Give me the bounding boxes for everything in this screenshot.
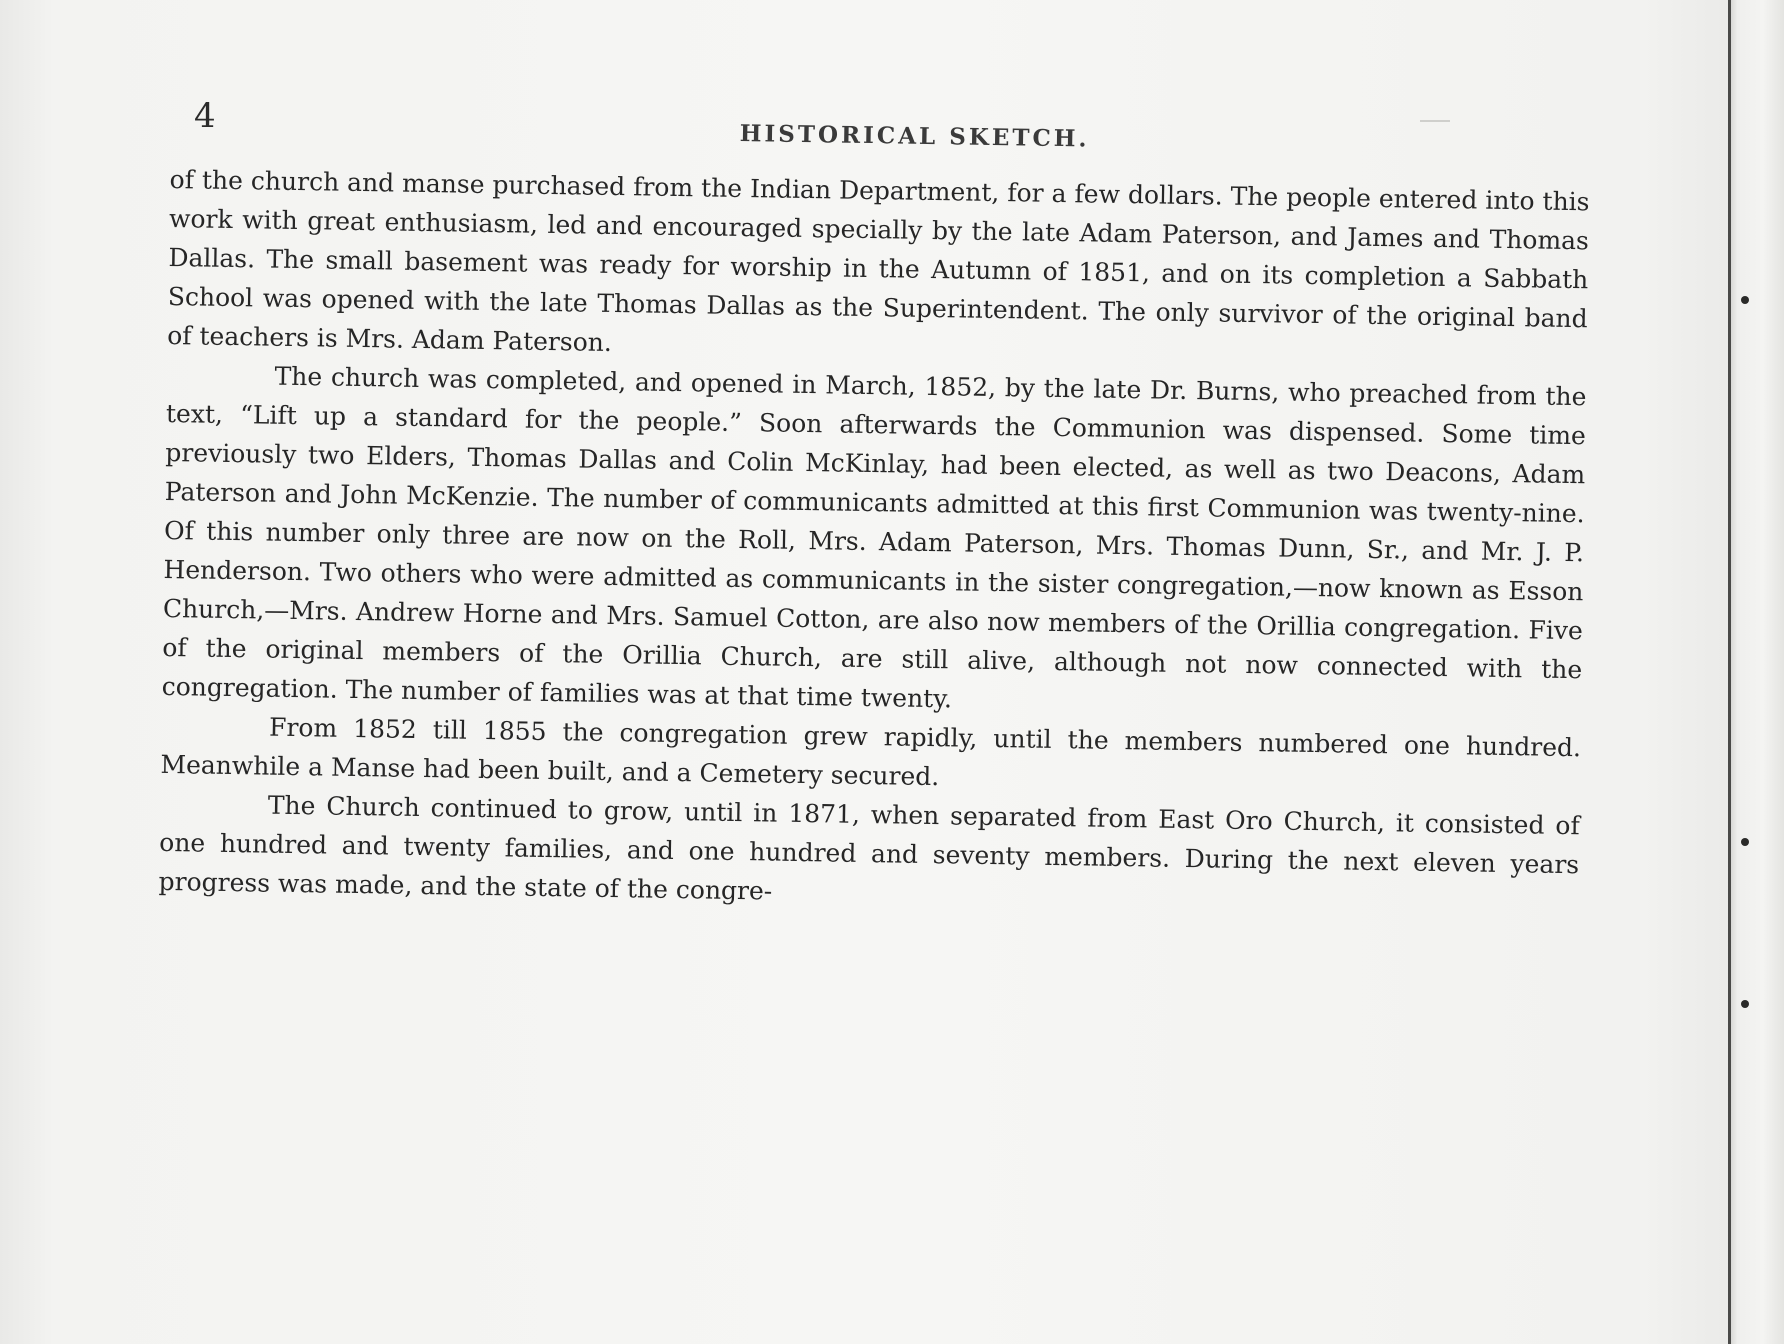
page-edge-mark <box>1741 1000 1749 1008</box>
page-number: 4 <box>194 96 216 136</box>
scan-mark <box>1420 120 1450 122</box>
paragraph-2: The church was completed, and opened in March, 1852, by the late Dr. Burns, who preached from the text, “Lift up a standard for the people.” Soon afterwards the Communion was dispensed. Some time previously two Elders, Thomas Dallas and Colin McKinlay, had been elected, as well as two Deacons, Adam Paterson and John McKenzie. The number of communicants admitted at this first Communion was twenty-nine. Of this number only three are now on the Roll, Mrs. Adam Paterson, Mrs. Thomas Dunn, Sr., and Mr. J. P. Henderson. Two others who were admitted as communicants in the sister congregation,—now known as Esson Church,—Mrs. Andrew Horne and Mrs. Samuel Cotton, are also now members of the Orillia congregation. Five of the original members of the Orillia Church, are still alive, although not now connected with the congregation. The number of families was at that time twenty. <box>161 361 1587 714</box>
page-edge-mark <box>1741 838 1749 846</box>
running-head: HISTORICAL SKETCH. <box>739 120 1090 153</box>
page-edge-mark <box>1741 296 1749 304</box>
paragraph-1: of the church and manse purchased from the Indian Department, for a few dollars. The people entered into this work with great enthusiasm, led and encouraged specially by the late Adam Paterson, and James and Thomas Dallas. The small basement was ready for worship in the Autumn of 1851, and on its completion a Sabbath School was opened with the late Thomas Dallas as the Superintendent. The only survivor of the original band of teachers is Mrs. Adam Paterson. <box>167 164 1590 357</box>
next-page-edge <box>1728 0 1784 1344</box>
body-text <box>158 160 1589 923</box>
paragraph-4: The Church continued to grow, until in 1871, when separated from East Oro Church, it consisted of one hundred and twenty families, and one hundred and seventy members. During the next eleven years progress was made, and the state of the congre- <box>158 790 1580 906</box>
paragraph-3: From 1852 till 1855 the congregation grew rapidly, until the members numbered one hundred. Meanwhile a Manse had been built, and a Cemetery secured. <box>160 712 1582 792</box>
